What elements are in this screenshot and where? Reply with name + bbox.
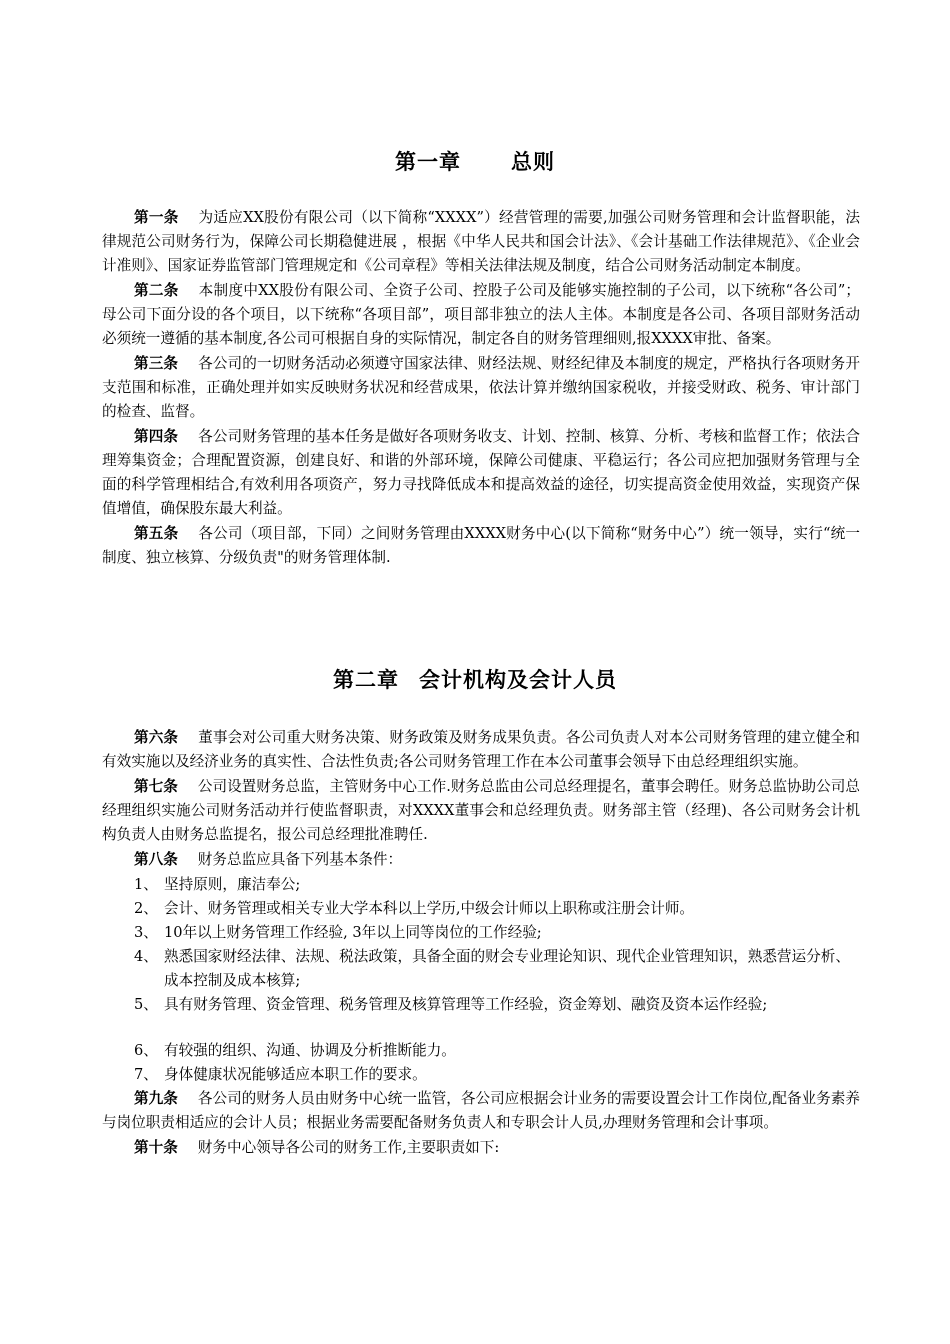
- article-2: [102, 279, 860, 351]
- article-text: 各公司财务管理的基本任务是做好各项财务收支、计划、控制、核算、分析、考核和监督工作；依法合理筹集资金；合理配置资源，创建良好、和谐的外部环境，保障公司健康、平稳运行；各公司应把加强财务管理与全面的科学管理相结合,有效利用各项资产，努力寻找降低成本和提高效益的途径，切实提高资金使用效益，实现资产保值增值，确保股东最大利益。: [102, 428, 860, 517]
- article-label: 第七条: [134, 778, 178, 795]
- chapter-1-heading: [0, 146, 950, 176]
- list-item-text: 10年以上财务管理工作经验, 3年以上同等岗位的工作经验;: [164, 924, 542, 941]
- article-label: 第四条: [134, 428, 179, 445]
- list-item-number: 7、: [134, 1066, 158, 1083]
- article-3: [102, 352, 860, 424]
- list-item-number: 2、: [134, 900, 158, 917]
- article-text: 公司设置财务总监，主管财务中心工作.财务总监由公司总经理提名，董事会聘任。财务总监协助公司总经理组织实施公司财务活动并行使监督职责，对XXXX董事会和总经理负责。财务部主管（经理)、各公司财务会计机构负责人由财务总监提名，报公司总经理批准聘任.: [102, 778, 860, 843]
- article-label: 第三条: [134, 355, 179, 372]
- article-text: 财务总监应具备下列基本条件：: [197, 851, 403, 868]
- list-item-text: 身体健康状况能够适应本职工作的要求。: [164, 1066, 427, 1083]
- article-text: 为适应XX股份有限公司（以下简称“XXXX”）经营管理的需要,加强公司财务管理和会计监督职能，法律规范公司财务行为，保障公司长期稳健进展 ，根据《中华人民共和国会计法》、《会计基础工作法律规范》、《企业会计准则》、国家证券监管部门管理规定和《公司章程》等相关法律法规及制度，结合公司财务活动制定本制度。: [102, 209, 860, 274]
- article-text: 各公司（项目部，下同）之间财务管理由XXXX财务中心(以下简称“财务中心”）统一领导，实行“统一制度、独立核算、分级负责"的财务管理体制.: [102, 525, 860, 566]
- list-item-text: 会计、财务管理或相关专业大学本科以上学历,中级会计师以上职称或注册会计师。: [164, 900, 695, 917]
- list-item: [102, 993, 860, 1017]
- list-item-number: 5、: [134, 996, 158, 1013]
- chapter-2-heading: [0, 664, 950, 694]
- article-label: 第六条: [134, 729, 179, 746]
- chapter-2-body: [102, 726, 860, 1161]
- article-text: 各公司的一切财务活动必须遵守国家法律、财经法规、财经纪律及本制度的规定，严格执行各项财务开支范围和标准，正确处理并如实反映财务状况和经营成果，依法计算并缴纳国家税收，并接受财政、税务、审计部门的检查、监督。: [102, 355, 860, 420]
- article-text: 本制度中XX股份有限公司、全资子公司、控股子公司及能够实施控制的子公司，以下统称“各公司”；母公司下面分设的各个项目，以下统称“各项目部”，项目部非独立的法人主体。本制度是各公司、各项目部财务活动必须统一遵循的基本制度,各公司可根据自身的实际情况，制定各自的财务管理细则,报XXXX审批、备案。: [102, 282, 860, 347]
- list-item-number: 3、: [134, 924, 158, 941]
- list-item: [102, 1039, 860, 1063]
- article-label: 第八条: [134, 851, 178, 868]
- chapter-1-title: 总则: [511, 150, 555, 174]
- chapter-1-body: [102, 206, 860, 571]
- article-5: [102, 522, 860, 570]
- article-label: 第一条: [134, 209, 179, 226]
- chapter-2-title: 会计机构及会计人员: [419, 668, 617, 692]
- list-item-text: 有较强的组织、沟通、协调及分析推断能力。: [164, 1042, 456, 1059]
- list-item-text: 具有财务管理、资金管理、税务管理及核算管理等工作经验，资金筹划、融资及资本运作经验;: [164, 996, 768, 1013]
- article-10: [102, 1136, 860, 1160]
- list-item-text: 坚持原则，廉洁奉公;: [164, 876, 301, 893]
- article-text: 各公司的财务人员由财务中心统一监管，各公司应根据会计业务的需要设置会计工作岗位,配备业务素养与岗位职责相适应的会计人员；根据业务需要配备财务负责人和专职会计人员,办理财务管理和会计事项。: [102, 1090, 860, 1131]
- list-item: [102, 897, 860, 921]
- article-6: [102, 726, 860, 774]
- article-text: 董事会对公司重大财务决策、财务政策及财务成果负责。各公司负责人对本公司财务管理的建立健全和有效实施以及经济业务的真实性、合法性负责;各公司财务管理工作在本公司董事会领导下由总经理组织实施。: [102, 729, 860, 770]
- list-item: [102, 1063, 860, 1087]
- article-label: 第十条: [134, 1139, 178, 1156]
- article-label: 第五条: [134, 525, 179, 542]
- article-8: [102, 848, 860, 872]
- list-item: [102, 921, 860, 945]
- list-item-number: 1、: [134, 876, 158, 893]
- article-1: [102, 206, 860, 278]
- list-item-text: 熟悉国家财经法律、法规、税法政策，具备全面的财会专业理论知识、现代企业管理知识，熟悉营运分析、成本控制及成本核算;: [164, 948, 850, 989]
- article-4: [102, 425, 860, 521]
- chapter-1-number: 第一章: [395, 150, 461, 174]
- chapter-2-number: 第二章: [333, 668, 399, 692]
- article-7: [102, 775, 860, 847]
- article-label: 第二条: [134, 282, 179, 299]
- list-item: [102, 873, 860, 897]
- list-item-number: 6、: [134, 1042, 158, 1059]
- list-item: [102, 945, 860, 993]
- list-item-number: 4、: [134, 948, 158, 965]
- article-label: 第九条: [134, 1090, 178, 1107]
- article-9: [102, 1087, 860, 1135]
- blank-line: [102, 1017, 860, 1039]
- article-text: 财务中心领导各公司的财务工作,主要职责如下:: [197, 1139, 500, 1156]
